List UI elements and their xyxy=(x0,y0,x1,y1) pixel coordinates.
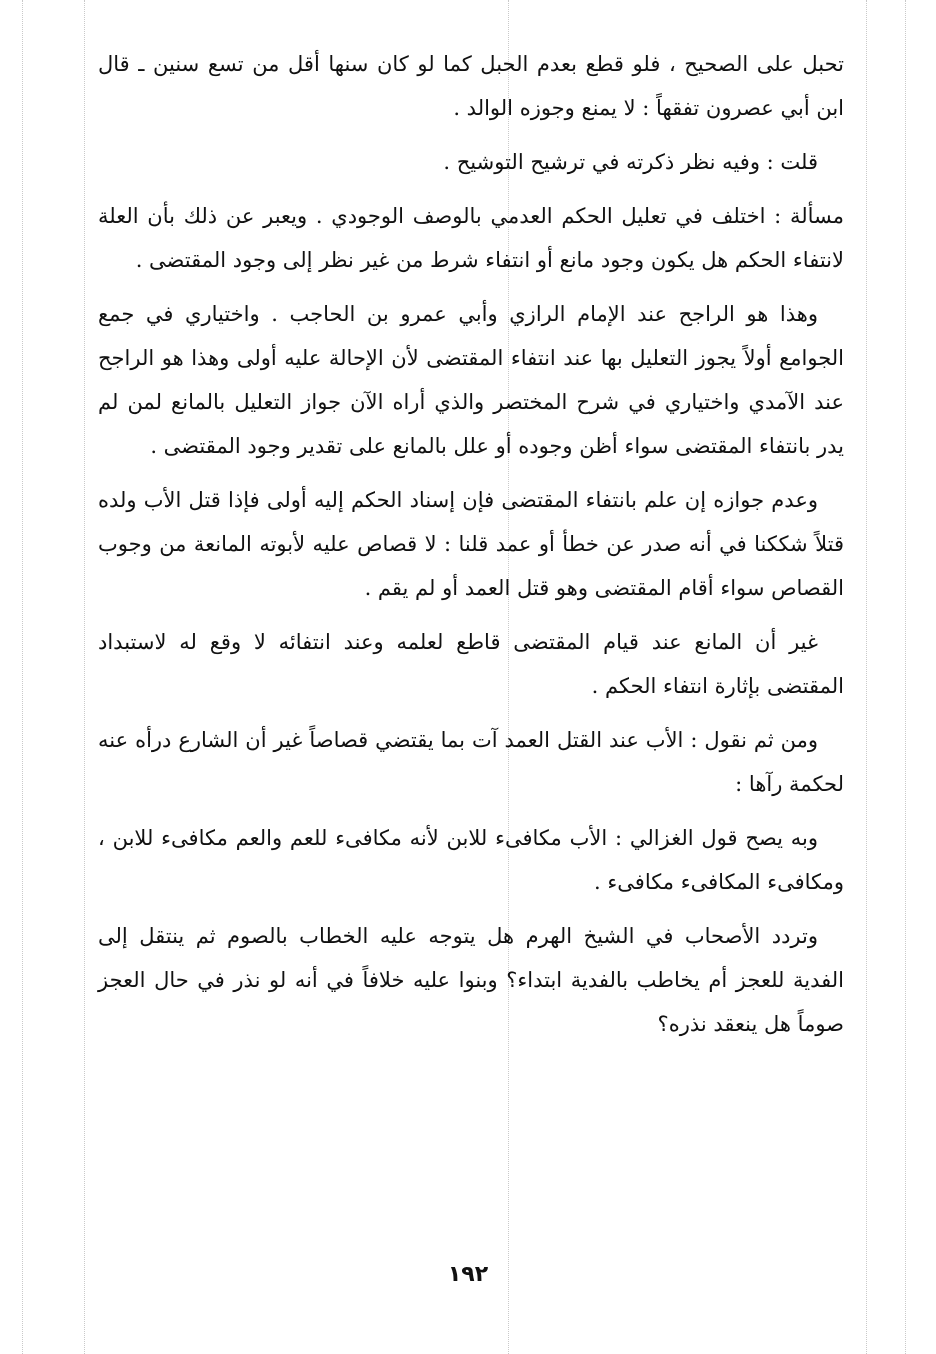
paragraph-masala: مسألة : اختلف في تعليل الحكم العدمي بالوصف الوجودي . ويعبر عن ذلك بأن العلة لانتفاء الحكم هل يكون وجود مانع أو انتفاء شرط من غير نظر إلى وجود المقتضى . xyxy=(98,204,844,272)
paragraph: ومن ثم نقول : الأب عند القتل العمد آت بما يقتضي قصاصاً غير أن الشارع درأه عنه لحكمة رآها : xyxy=(98,728,844,796)
paragraph: وهذا هو الراجح عند الإمام الرازي وأبي عمرو بن الحاجب . واختياري في جمع الجوامع أولاً يجوز التعليل بها عند انتفاء المقتضى لأن الإحالة عليه أولى وهذا هو الراجح عند الآمدي واختياري في شرح المختصر والذي أراه الآن جواز التعليل بالمانع لمن لم يدر بانتفاء المقتضى سواء أظن وجوده أو علل بالمانع على تقدير وجود المقتضى . xyxy=(98,302,844,458)
scan-guide-line xyxy=(22,0,23,1354)
paragraph: وتردد الأصحاب في الشيخ الهرم هل يتوجه عليه الخطاب بالصوم ثم ينتقل إلى الفدية للعجز أم يخاطب بالفدية ابتداء؟ وبنوا عليه خلافاً في أنه لو نذر في حال العجز صوماً هل ينعقد نذره؟ xyxy=(98,924,844,1036)
page-number: ١٩٢ xyxy=(447,1262,489,1287)
paragraph: وعدم جوازه إن علم بانتفاء المقتضى فإن إسناد الحكم إليه أولى فإذا قتل الأب ولده قتلاً شككنا في أنه صدر عن خطأ أو عمد قلنا : لا قصاص عليه لأبوته المانعة من وجوب القصاص سواء أقام المقتضى وهو قتل العمد أو لم يقم . xyxy=(98,488,844,600)
scan-guide-line xyxy=(866,0,867,1354)
paragraph: وبه يصح قول الغزالي : الأب مكافىء للابن لأنه مكافىء للعم والعم مكافىء للابن ، ومكافىء المكافىء مكافىء . xyxy=(98,826,844,894)
body-text xyxy=(98,42,844,1056)
paragraph: غير أن المانع عند قيام المقتضى قاطع لعلمه وعند انتفائه لا وقع له لاستبداد المقتضى بإثارة انتفاء الحكم . xyxy=(98,630,844,698)
paragraph-continuation: تحبل على الصحيح ، فلو قطع بعدم الحبل كما لو كان سنها أقل من تسع سنين ـ قال ابن أبي عصرون تفقهاً : لا يمنع وجوزه الوالد . xyxy=(98,52,844,120)
scan-guide-line xyxy=(905,0,906,1354)
paragraph-note: قلت : وفيه نظر ذكرته في ترشيح التوشيح . xyxy=(443,150,818,174)
scan-guide-line xyxy=(84,0,85,1354)
